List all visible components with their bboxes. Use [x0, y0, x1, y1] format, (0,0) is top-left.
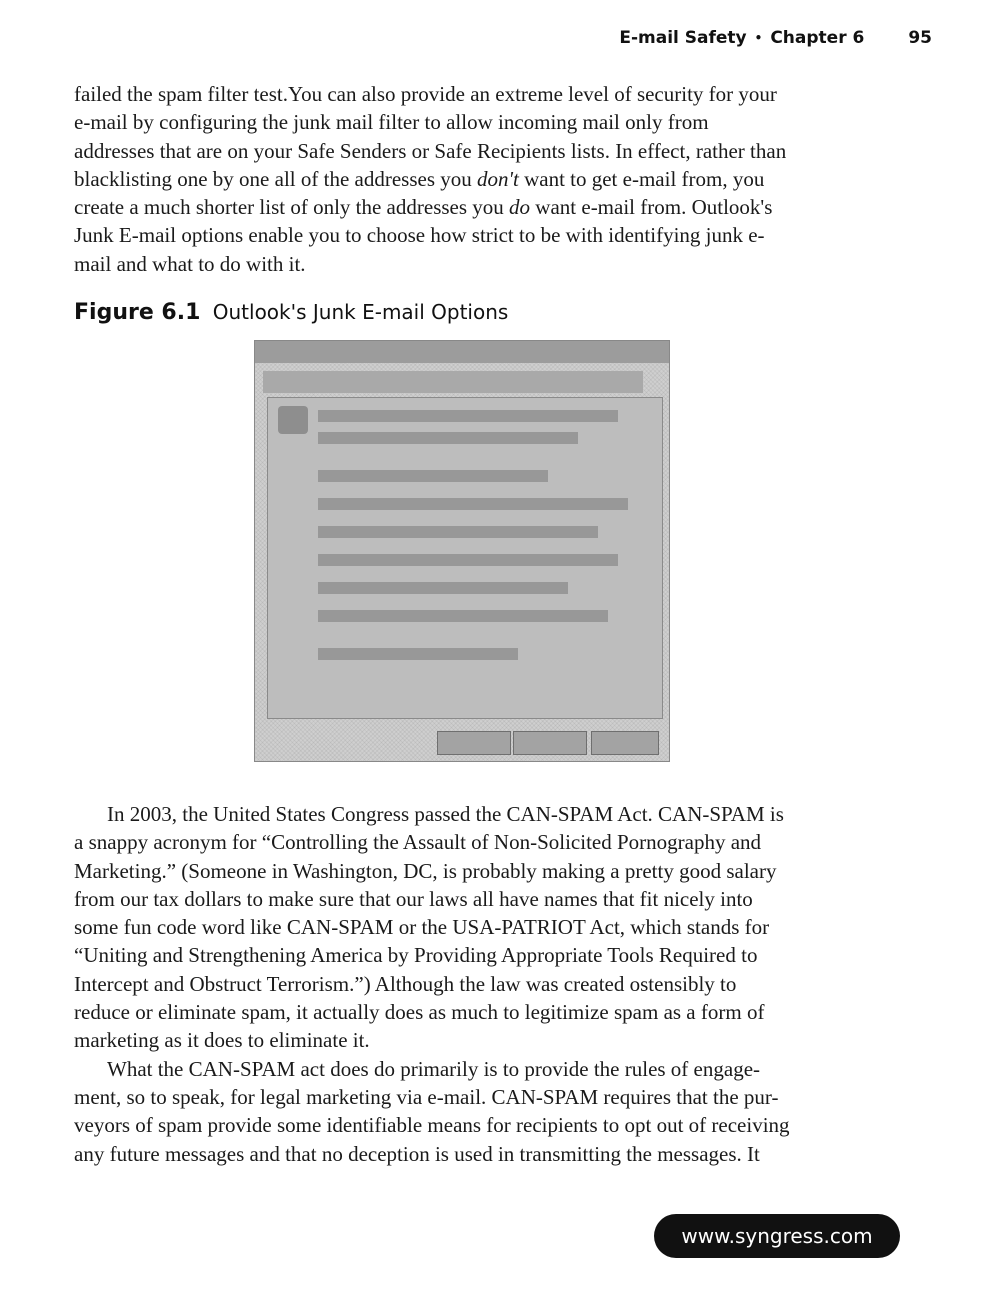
- text-line: any future messages and that no deception is used in transmitting the messages. It: [74, 1141, 760, 1166]
- figure-dialog-icon: [278, 406, 308, 434]
- paragraph-spam-filter: [74, 80, 864, 278]
- figure-text-row: [318, 470, 548, 482]
- header-section-title: E-mail Safety: [619, 28, 747, 48]
- figure-text-row: [318, 498, 628, 510]
- figure-screenshot-junk-email-options: [254, 340, 670, 762]
- figure-dialog-tabs: [263, 371, 643, 393]
- text-line: veyors of spam provide some identifiable means for recipients to opt out of receiving: [74, 1113, 790, 1138]
- figure-text-row: [318, 582, 568, 594]
- figure-cancel-button: [513, 731, 587, 755]
- website-badge: www.syngress.com: [654, 1214, 900, 1258]
- text-line: [74, 165, 864, 193]
- figure-caption: [74, 300, 508, 325]
- text-line: addresses that are on your Safe Senders or Safe Recipients lists. In effect, rather than: [74, 138, 787, 163]
- text-line: [74, 193, 864, 221]
- text-line: some fun code word like CAN-SPAM or the USA-PATRIOT Act, which stands for: [74, 915, 770, 940]
- figure-text-row: [318, 610, 608, 622]
- text-line: In 2003, the United States Congress passed the CAN-SPAM Act. CAN-SPAM is: [107, 802, 784, 826]
- figure-text-row: [318, 554, 618, 566]
- text-line: Intercept and Obstruct Terrorism.”) Although the law was created ostensibly to: [74, 971, 737, 996]
- text-line: from our tax dollars to make sure that our laws all have names that fit nicely into: [74, 886, 753, 911]
- text-run: blacklisting one by one all of the addresses you: [74, 166, 472, 191]
- text-run: create a much shorter list of only the addresses you: [74, 195, 504, 220]
- page-number: 95: [908, 28, 932, 48]
- paragraph-can-spam: [74, 800, 864, 1168]
- text-line: “Uniting and Strengthening America by Providing Appropriate Tools Required to: [74, 943, 758, 968]
- figure-apply-button: [591, 731, 659, 755]
- text-line: Junk E-mail options enable you to choose how strict to be with identifying junk e-: [74, 223, 765, 248]
- text-run: want to get e-mail from, you: [518, 166, 765, 191]
- emphasis-do: do: [509, 195, 531, 220]
- text-line: a snappy acronym for “Controlling the Assault of Non-Solicited Pornography and: [74, 830, 762, 855]
- header-chapter: Chapter 6: [770, 28, 865, 48]
- figure-label: Figure 6.1: [74, 300, 201, 325]
- header-separator: •: [754, 31, 763, 45]
- figure-title: Outlook's Junk E-mail Options: [212, 300, 509, 324]
- text-line: What the CAN-SPAM act does do primarily is to provide the rules of engage-: [107, 1056, 761, 1081]
- text-line: marketing as it does to eliminate it.: [74, 1028, 370, 1053]
- figure-text-row: [318, 648, 518, 660]
- figure-text-row: [318, 432, 578, 444]
- figure-ok-button: [437, 731, 511, 755]
- text-line: mail and what to do with it.: [74, 251, 306, 276]
- text-line: reduce or eliminate spam, it actually does as much to legitimize spam as a form of: [74, 1000, 765, 1025]
- figure-text-row: [318, 526, 598, 538]
- text-line: failed the spam filter test.You can also provide an extreme level of security for your: [74, 82, 777, 106]
- emphasis-dont: don't: [477, 166, 519, 191]
- figure-dialog-panel: [267, 397, 663, 719]
- text-line: ment, so to speak, for legal marketing via e-mail. CAN-SPAM requires that the pur-: [74, 1084, 779, 1109]
- text-run: want e-mail from. Outlook's: [530, 195, 773, 220]
- text-line: e-mail by configuring the junk mail filter to allow incoming mail only from: [74, 110, 709, 135]
- text-line: Marketing.” (Someone in Washington, DC, is probably making a pretty good salary: [74, 858, 777, 883]
- figure-dialog-titlebar: [255, 341, 669, 363]
- running-header: [619, 28, 932, 48]
- figure-text-row: [318, 410, 618, 422]
